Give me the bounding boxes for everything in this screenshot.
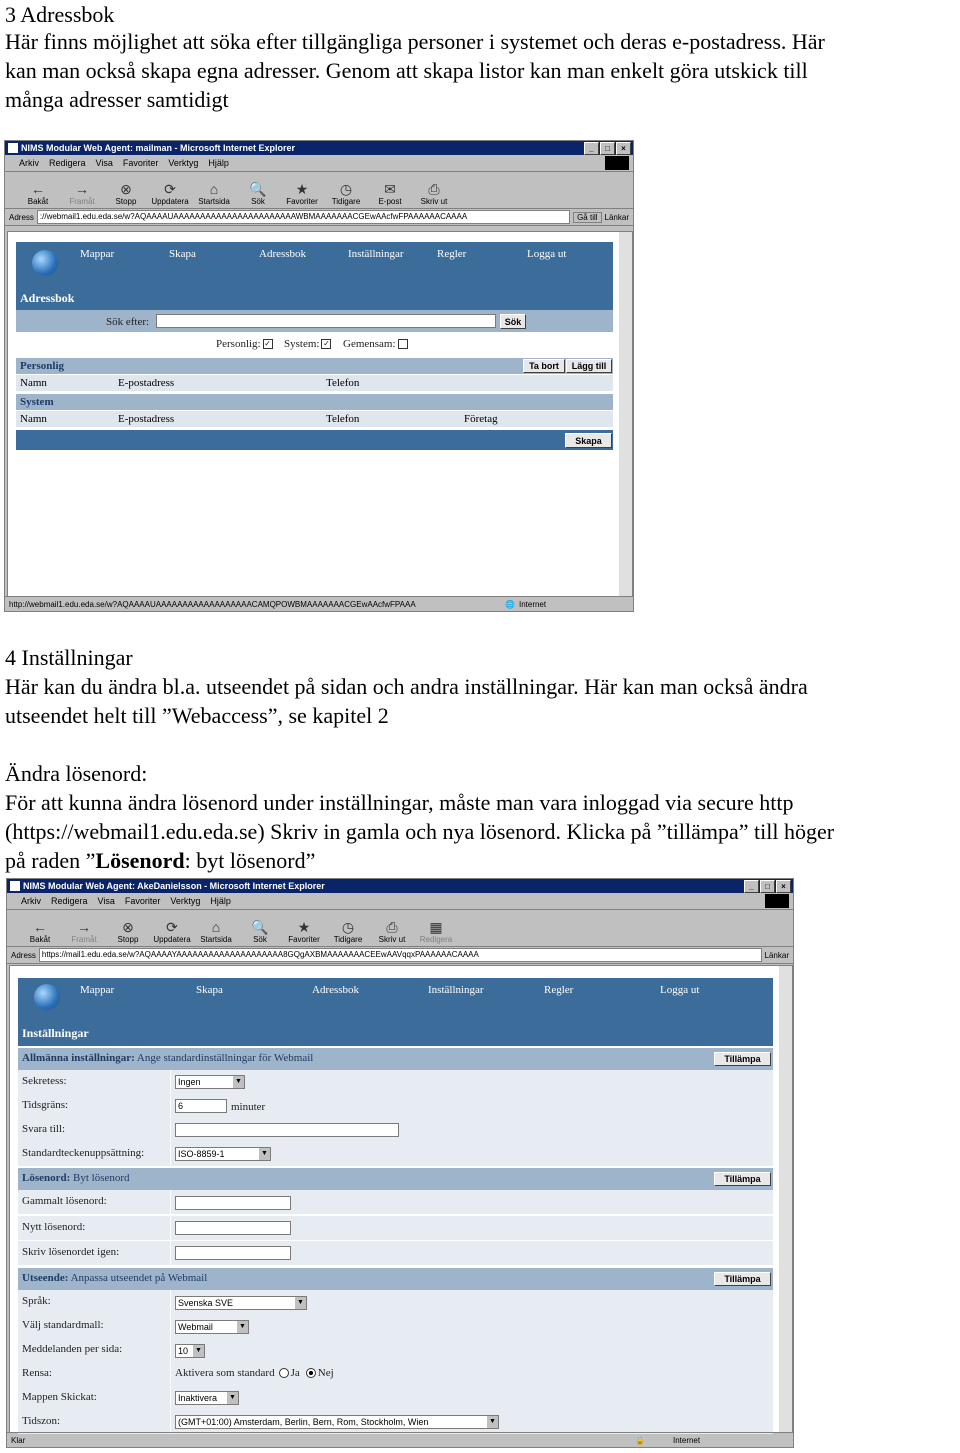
per-page-select-value: 10 [178, 1346, 189, 1356]
toolbar-icon: ★ [297, 919, 311, 935]
template-row [18, 1314, 773, 1338]
language-row [18, 1290, 773, 1314]
toolbar-label: Tidigare [333, 935, 363, 944]
nav-link[interactable]: Logga ut [527, 248, 567, 260]
filter-shared[interactable] [343, 338, 408, 350]
toolbar-label: Framåt [71, 935, 97, 944]
paragraph-line: Här finns möjlighet att söka efter tillgängliga personer i systemet och deras e-postadress. Här [5, 29, 825, 54]
toolbar-label: Bakåt [27, 197, 49, 206]
toolbar-label: Skriv ut [420, 197, 448, 206]
section-heading-text: Ange standardinställningar för Webmail [134, 1052, 314, 1064]
personal-heading: Personlig [20, 360, 64, 372]
toolbar-label: Uppdatera [151, 197, 189, 206]
per-page-select[interactable] [175, 1344, 205, 1358]
nav-link[interactable]: Skapa [169, 248, 196, 260]
repeat-password-row [18, 1241, 773, 1265]
page-content [9, 965, 793, 1433]
apply-button[interactable]: Tillämpa [714, 1052, 771, 1066]
address-input[interactable]: https://mail1.edu.eda.se/w?AQAAAAYAAAAAAAAAAAAAAAAAAAA8GQgAXBMAAAAAAACEEwAAVqqxPAAAAAACAAAA [39, 948, 762, 962]
chevron-down-icon[interactable]: ▼ [193, 1345, 204, 1357]
toolbar-label: E-post [378, 197, 402, 206]
row-divider [170, 1338, 171, 1362]
toolbar-icon: ← [31, 181, 45, 197]
toolbar-label: Favoriter [288, 935, 320, 944]
language-select-value: Svenska SVE [178, 1298, 234, 1308]
toolbar-button[interactable] [107, 181, 145, 208]
sent-folder-row [18, 1386, 773, 1410]
tidsgrans-input[interactable]: 6 [175, 1099, 227, 1113]
search-label: Sök efter: [106, 316, 150, 328]
section-heading: 4 Inställningar [5, 645, 133, 670]
system-heading: System [20, 396, 54, 408]
paragraph-line: många adresser samtidigt [5, 87, 229, 112]
toolbar-label: Sök [253, 935, 267, 944]
toolbar-button[interactable] [21, 919, 59, 946]
window-titlebar [5, 141, 633, 155]
nav-link[interactable]: Inställningar [348, 248, 404, 260]
tidsgrans-unit: minuter [231, 1101, 266, 1113]
links-label[interactable]: Länkar [604, 212, 629, 222]
address-input[interactable]: ://webmail1.edu.eda.se/w?AQAAAAUAAAAAAAAAAAAAAAAAAAAAAAWBMAAAAAAACGEwAAcfwFPAAAAAACAAAA [37, 210, 570, 224]
toolbar [5, 172, 633, 209]
timezone-select-value: (GMT+01:00) Amsterdam, Berlin, Bern, Rom, Stockholm, Wien [178, 1417, 429, 1427]
section-heading: 3 Adressbok [5, 2, 115, 27]
nav-link[interactable]: Regler [544, 984, 574, 996]
toolbar-button[interactable] [153, 919, 191, 946]
chevron-down-icon[interactable]: ▼ [259, 1148, 270, 1160]
toolbar [7, 910, 793, 947]
paragraph-line: För att kunna ändra lösenord under inställningar, måste man vara inloggad via secure http [5, 790, 794, 815]
menu-item[interactable]: Visa [97, 896, 115, 906]
charset-select-value: ISO-8859-1 [178, 1149, 225, 1159]
row-divider [170, 1190, 171, 1214]
nav-link[interactable]: Skapa [196, 984, 223, 996]
apply-button[interactable]: Tillämpa [714, 1272, 771, 1286]
toolbar-button[interactable] [241, 919, 279, 946]
menu-item[interactable]: Arkiv [19, 158, 39, 168]
toolbar-icon: ⟳ [166, 919, 178, 935]
section-heading-bold: Utseende: [22, 1272, 69, 1284]
sekretess-select-value: Ingen [178, 1077, 201, 1087]
toolbar-icon: ⟳ [164, 181, 176, 197]
filter-shared-label: Gemensam: [343, 338, 396, 350]
toolbar-button[interactable] [197, 919, 235, 946]
toolbar-icon: ★ [295, 181, 309, 197]
toolbar-icon: ← [33, 919, 47, 935]
row-divider [170, 1241, 171, 1265]
toolbar-button[interactable] [195, 181, 233, 208]
template-select-value: Webmail [178, 1322, 213, 1332]
minimize-button[interactable]: _ [584, 142, 599, 155]
paragraph-line: kan man också skapa egna adresser. Genom att skapa listor kan man enkelt göra utskick till [5, 58, 808, 83]
repeat-password-input[interactable] [175, 1246, 291, 1260]
toolbar-label: Stopp [117, 935, 139, 944]
clean-options [175, 1367, 334, 1379]
personal-columns [16, 375, 613, 391]
chevron-down-icon[interactable]: ▼ [233, 1076, 244, 1088]
toolbar-label: Sök [251, 197, 265, 206]
menu-item[interactable]: Verktyg [170, 896, 201, 906]
toolbar-icon: ⎙ [428, 181, 440, 197]
column-name: Namn [20, 377, 47, 389]
window-title: NIMS Modular Web Agent: mailman - Microsoft Internet Explorer [21, 143, 296, 153]
paragraph-line: (https://webmail1.edu.eda.se) Skriv in gamla och nya lösenord. Klicka på ”tillämpa” till höger [5, 819, 835, 844]
paragraph-line: utseendet helt till ”Webaccess”, se kapitel 2 [5, 703, 389, 728]
sekretess-row [18, 1070, 773, 1094]
title-band [16, 286, 613, 310]
windows-flag-icon [605, 156, 629, 170]
language-label: Språk: [22, 1295, 51, 1307]
menu-item[interactable]: Verktyg [168, 158, 199, 168]
status-text: Klar [11, 1435, 26, 1445]
toolbar-label: Startsida [198, 197, 230, 206]
paragraph-line: Här kan du ändra bl.a. utseendet på sidan och andra inställningar. Här kan man också ändra [5, 674, 808, 699]
apply-button[interactable]: Tillämpa [714, 1172, 771, 1186]
menu-item[interactable]: Favoriter [124, 896, 161, 906]
row-divider [170, 1362, 171, 1386]
status-zone: Internet [518, 599, 547, 609]
toolbar-button[interactable] [109, 919, 147, 946]
chevron-down-icon[interactable]: ▼ [295, 1297, 306, 1309]
new-password-input[interactable] [175, 1221, 291, 1235]
sekretess-label: Sekretess: [22, 1075, 67, 1087]
sekretess-select[interactable] [175, 1075, 245, 1089]
menu-bar [5, 155, 633, 172]
search-input[interactable] [156, 314, 496, 328]
status-url: http://webmail1.edu.eda.se/w?AQAAAAUAAAAAAAAAAAAAAAAAACAMQPOWBMAAAAAAACGEwAAcfwFPAAA [9, 599, 416, 609]
row-divider [170, 1314, 171, 1338]
filter-shared-checkbox[interactable] [398, 339, 408, 349]
menu-item[interactable]: Visa [95, 158, 113, 168]
row-divider [170, 1118, 171, 1142]
toolbar-icon: ⊗ [122, 919, 134, 935]
charset-select[interactable] [175, 1147, 271, 1161]
toolbar-label: Framåt [69, 197, 95, 206]
filter-personal[interactable] [216, 338, 273, 350]
toolbar-label: Startsida [200, 935, 232, 944]
sent-folder-label: Mappen Skickat: [22, 1391, 97, 1403]
window-title: NIMS Modular Web Agent: AkeDanielsson - Microsoft Internet Explorer [23, 881, 325, 891]
nav-link[interactable]: Regler [437, 248, 467, 260]
row-divider [170, 1290, 171, 1314]
chevron-down-icon[interactable]: ▼ [227, 1392, 238, 1404]
menu-item[interactable]: Hjälp [210, 896, 231, 906]
window-titlebar [7, 879, 793, 893]
page-content [7, 231, 633, 597]
go-button[interactable]: Gå till [573, 212, 601, 223]
toolbar-icon: 🔍 [251, 919, 269, 935]
old-password-input[interactable] [175, 1196, 291, 1210]
toolbar-button[interactable] [415, 181, 453, 208]
template-label: Välj standardmall: [22, 1319, 104, 1331]
remove-button[interactable]: Ta bort [523, 359, 565, 373]
text-run: på raden ” [5, 848, 96, 873]
nav-link[interactable]: Adressbok [312, 984, 360, 996]
toolbar-icon: ◷ [339, 181, 353, 197]
radio-yes-label: Ja [290, 1367, 300, 1379]
row-divider [170, 1386, 171, 1410]
address-bar [5, 209, 633, 226]
nav-link[interactable]: Logga ut [660, 984, 700, 996]
toolbar-button[interactable] [371, 181, 409, 208]
charset-label: Standardteckenuppsättning: [22, 1147, 145, 1159]
timezone-label: Tidszon: [22, 1415, 61, 1427]
maximize-button[interactable]: □ [600, 142, 615, 155]
toolbar-icon: ⎙ [386, 919, 398, 935]
radio-yes[interactable] [279, 1368, 289, 1378]
nav-link[interactable]: Mappar [80, 248, 115, 260]
address-bar [7, 947, 793, 964]
column-email: E-postadress [118, 413, 175, 425]
ie-logo-icon [10, 881, 20, 891]
reply-to-input[interactable] [175, 1123, 399, 1137]
browser-window-settings [6, 878, 794, 1448]
chevron-down-icon[interactable]: ▼ [237, 1321, 248, 1333]
password-section-heading [22, 1172, 130, 1184]
row-divider [170, 1070, 171, 1094]
subheading: Ändra lösenord: [5, 761, 148, 786]
toolbar-icon: → [75, 181, 89, 197]
minimize-button[interactable]: _ [744, 880, 759, 893]
internet-zone-icon: 🌐 [505, 599, 515, 609]
toolbar-button[interactable] [19, 181, 57, 208]
clean-text: Aktivera som standard [175, 1367, 275, 1379]
toolbar-label: Tidigare [331, 197, 361, 206]
address-label: Adress [11, 950, 36, 960]
row-divider [170, 1216, 171, 1240]
per-page-label: Meddelanden per sida: [22, 1343, 123, 1355]
toolbar-icon: ✉ [384, 181, 396, 197]
toolbar-button[interactable] [373, 919, 411, 946]
toolbar-button[interactable] [327, 181, 365, 208]
links-label[interactable]: Länkar [764, 950, 789, 960]
menu-item[interactable]: Redigera [49, 158, 86, 168]
toolbar-label: Uppdatera [153, 935, 191, 944]
text-bold: Lösenord [95, 848, 185, 873]
system-columns [16, 411, 613, 427]
new-password-row [18, 1216, 773, 1240]
toolbar-button[interactable] [63, 181, 101, 208]
browser-window-addressbook [4, 140, 634, 612]
address-label: Adress [9, 212, 34, 222]
toolbar-label: Favoriter [286, 197, 318, 206]
clean-row [18, 1362, 773, 1386]
look-section-heading [22, 1272, 207, 1284]
toolbar-button[interactable] [283, 181, 321, 208]
menu-item[interactable]: Redigera [51, 896, 88, 906]
radio-no-label: Nej [317, 1367, 334, 1379]
toolbar-button[interactable] [65, 919, 103, 946]
menu-item[interactable]: Hjälp [208, 158, 229, 168]
vertical-scrollbar[interactable] [779, 966, 792, 1432]
nav-link[interactable]: Adressbok [259, 248, 307, 260]
nav-link[interactable]: Mappar [80, 984, 115, 996]
row-divider [170, 1094, 171, 1118]
chevron-down-icon[interactable]: ▼ [487, 1416, 498, 1428]
menu-bar [7, 893, 793, 910]
toolbar-button[interactable] [285, 919, 323, 946]
clean-label: Rensa: [22, 1367, 52, 1379]
old-password-row [18, 1190, 773, 1214]
paragraph-line [5, 846, 315, 875]
toolbar-icon: ⌂ [209, 181, 219, 197]
status-zone: Internet [672, 1435, 701, 1445]
globe-logo-icon [34, 984, 60, 1010]
svara-label: Svara till: [22, 1123, 66, 1135]
row-divider [170, 1410, 171, 1434]
page-title: Adressbok [20, 291, 75, 305]
toolbar-button[interactable] [239, 181, 277, 208]
old-password-label: Gammalt lösenord: [22, 1195, 107, 1207]
add-button[interactable]: Lägg till [566, 359, 612, 373]
tidsgrans-row [18, 1094, 773, 1118]
search-button[interactable]: Sök [500, 314, 526, 329]
section-heading-text: Byt lösenord [70, 1172, 130, 1184]
vertical-scrollbar[interactable] [619, 232, 632, 596]
title-band [18, 1022, 773, 1046]
ie-logo-icon [8, 143, 18, 153]
create-button[interactable]: Skapa [565, 433, 612, 448]
sent-folder-select-value: Inaktivera [178, 1393, 218, 1403]
globe-logo-icon [32, 250, 58, 276]
toolbar-icon: ▦ [429, 919, 443, 935]
windows-flag-icon [765, 894, 789, 908]
section-heading-bold: Allmänna inställningar: [22, 1052, 135, 1064]
filter-system-label: System: [284, 338, 320, 350]
toolbar-icon: ◷ [341, 919, 355, 935]
filter-personal-checkbox[interactable]: ✓ [264, 339, 271, 349]
column-phone: Telefon [326, 413, 360, 425]
section-heading-text: Anpassa utseendet på Webmail [68, 1272, 208, 1284]
page-title: Inställningar [22, 1026, 89, 1040]
per-page-row [18, 1338, 773, 1362]
column-phone: Telefon [326, 377, 360, 389]
general-section-heading [22, 1052, 313, 1064]
maximize-button[interactable]: □ [760, 880, 775, 893]
menu-item[interactable]: Favoriter [122, 158, 159, 168]
system-header-band [16, 394, 613, 410]
toolbar-icon: ⊗ [120, 181, 132, 197]
password-section-heading-band [18, 1168, 773, 1190]
toolbar-label: Redigera [419, 935, 453, 944]
lock-icon: 🔒 [635, 1435, 645, 1445]
language-select[interactable] [175, 1296, 307, 1310]
nav-link[interactable]: Inställningar [428, 984, 484, 996]
toolbar-icon: 🔍 [249, 181, 267, 197]
new-password-label: Nytt lösenord: [22, 1221, 86, 1233]
column-email: E-postadress [118, 377, 175, 389]
toolbar-label: Skriv ut [378, 935, 406, 944]
repeat-password-label: Skriv lösenordet igen: [22, 1246, 120, 1258]
toolbar-button[interactable] [151, 181, 189, 208]
sent-folder-select[interactable] [175, 1391, 239, 1405]
status-bar [5, 596, 633, 611]
menu-item[interactable]: Arkiv [21, 896, 41, 906]
row-divider [170, 1142, 171, 1166]
close-button[interactable]: × [776, 880, 791, 893]
text-run: : byt lösenord” [184, 848, 316, 873]
create-band [16, 430, 613, 450]
status-bar [7, 1432, 793, 1447]
toolbar-label: Bakåt [29, 935, 51, 944]
tidsgrans-label: Tidsgräns: [22, 1099, 69, 1111]
timezone-select[interactable] [175, 1415, 499, 1429]
column-name: Namn [20, 413, 47, 425]
toolbar-button[interactable] [329, 919, 367, 946]
toolbar-button[interactable] [417, 919, 455, 946]
template-select[interactable] [175, 1320, 249, 1334]
column-company: Företag [464, 413, 498, 425]
toolbar-icon: ⌂ [211, 919, 221, 935]
section-heading-bold: Lösenord: [22, 1172, 71, 1184]
radio-no[interactable] [306, 1368, 316, 1378]
filter-system[interactable] [284, 338, 331, 350]
filter-personal-label: Personlig: [216, 338, 261, 350]
close-button[interactable]: × [616, 142, 631, 155]
toolbar-label: Stopp [115, 197, 137, 206]
filter-system-checkbox[interactable]: ✓ [323, 339, 330, 349]
toolbar-icon: → [77, 919, 91, 935]
